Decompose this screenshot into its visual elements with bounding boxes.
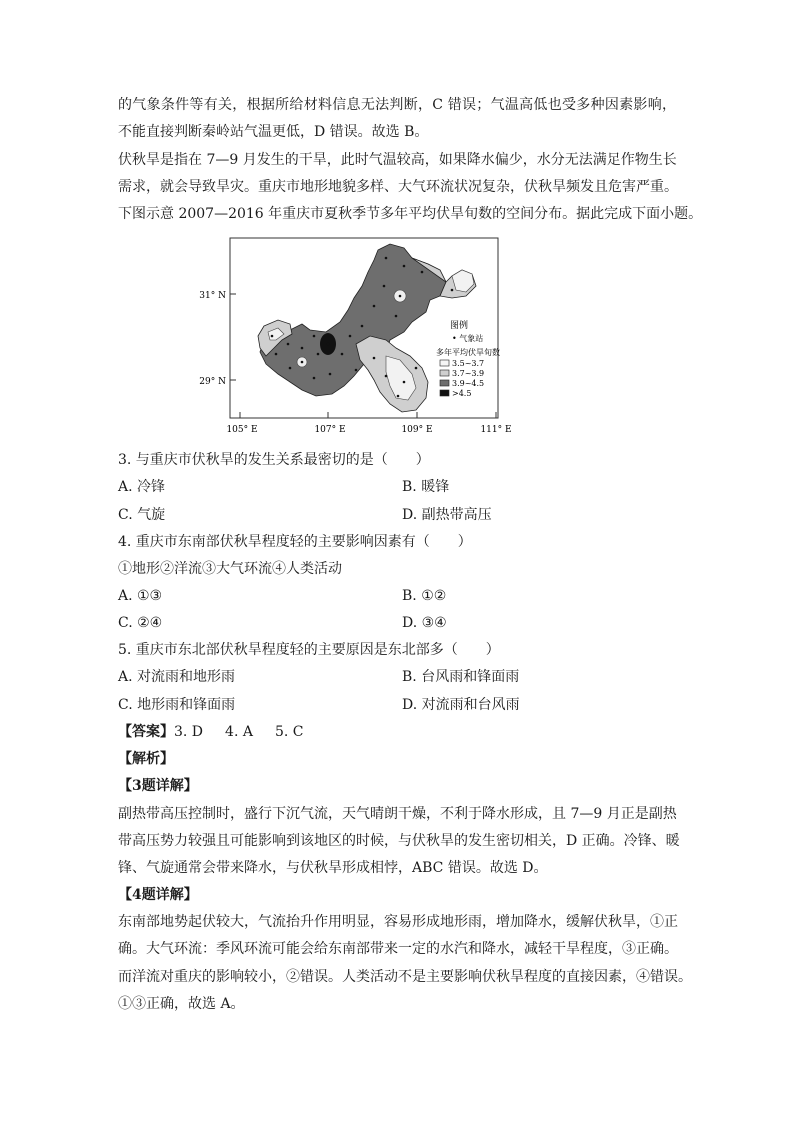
legend-title: 图例: [450, 321, 469, 331]
station-dot: [385, 257, 388, 260]
station-dot: [403, 265, 406, 268]
station-dot: [271, 335, 274, 338]
lat-label: 29° N: [199, 377, 226, 387]
station-dot: [451, 289, 454, 292]
q4-option-a: A. ①③: [118, 588, 163, 604]
intro-line: 的气象条件等有关，根据所给材料信息无法判断，C 错误；气温高低也受多种因素影响，: [118, 97, 676, 113]
detail-4-line: 确。大气环流：季风环流可能会给东南部带来一定的水汽和降水，减轻干旱程度，③正确。: [118, 941, 678, 957]
lat-label: 31° N: [199, 291, 226, 301]
q4-option-d: D. ③④: [402, 615, 447, 631]
station-dot: [287, 343, 290, 346]
q3-option-b: B. 暖锋: [402, 479, 450, 495]
q3-option-d: D. 副热带高压: [402, 507, 492, 523]
station-dot: [355, 369, 358, 372]
answer-line: [118, 723, 326, 741]
answer-3: 3. D: [174, 724, 204, 740]
station-dot: [395, 315, 398, 318]
station-dot: [385, 375, 388, 378]
passage-line: 下图示意 2007—2016 年重庆市夏秋季节多年平均伏旱旬数的空间分布。据此完成下面小题。: [118, 206, 703, 222]
station-dot: [313, 335, 316, 338]
legend-swatch: [440, 390, 449, 396]
lon-label: 107° E: [314, 425, 346, 435]
lon-label: 105° E: [226, 425, 258, 435]
legend-subtitle: 多年平均伏旱旬数: [436, 348, 500, 357]
station-dot: [329, 373, 332, 376]
detail-4-line: 而洋流对重庆的影响较小，②错误。人类活动不是主要影响伏秋旱程度的直接因素，④错误。: [118, 969, 692, 985]
answer-5: 5. C: [274, 724, 304, 740]
station-dot: [301, 361, 304, 364]
legend-swatch: [440, 360, 449, 366]
station-dot: [313, 377, 316, 380]
q5-option-a: A. 对流雨和地形雨: [118, 669, 236, 685]
station-dot: [317, 353, 320, 356]
station-dot: [373, 305, 376, 308]
chongqing-drought-map: [190, 236, 530, 446]
q4-option-b: B. ①②: [402, 588, 447, 604]
station-dot: [397, 395, 400, 398]
q3-option-c: C. 气旋: [118, 507, 166, 523]
q5-stem: 5. 重庆市东北部伏秋旱程度轻的主要原因是东北部多（ ）: [118, 642, 500, 658]
q3-stem: 3. 与重庆市伏秋旱的发生关系最密切的是（ ）: [118, 452, 430, 468]
passage-line: 需求，就会导致旱灾。重庆市地形地貌多样、大气环流状况复杂，伏秋旱频发且危害严重。: [118, 179, 678, 195]
q5-option-d: D. 对流雨和台风雨: [402, 697, 520, 713]
intro-line: 不能直接判断秦岭站气温更低，D 错误。故选 B。: [118, 124, 429, 140]
detail-4-label: 【4题详解】: [118, 887, 198, 903]
detail-3-line: 锋、气旋通常会带来降水，与伏秋旱形成相悖，ABC 错误。故选 D。: [118, 860, 548, 876]
station-dot: [341, 353, 344, 356]
q4-items: ①地形②洋流③大气环流④人类活动: [118, 561, 342, 577]
station-dot: [403, 381, 406, 384]
detail-3-line: 副热带高压控制时，盛行下沉气流，天气晴朗干燥，不利于降水形成，且 7—9 月正是副热: [118, 806, 677, 822]
station-dot: [361, 325, 364, 328]
station-dot: [289, 367, 292, 370]
answer-label: 【答案】: [118, 724, 174, 740]
q5-option-c: C. 地形雨和锋面雨: [118, 697, 236, 713]
detail-4-line: ①③正确，故选 A。: [118, 996, 245, 1012]
legend-item: 3.5~3.7: [452, 359, 485, 368]
analysis-label: 【解析】: [118, 751, 174, 767]
lon-label: 109° E: [401, 425, 433, 435]
station-dot: [301, 347, 304, 350]
station-dot: [349, 335, 352, 338]
legend-item: >4.5: [452, 389, 472, 398]
legend-item: 3.9~4.5: [452, 379, 485, 388]
detail-3-label: 【3题详解】: [118, 778, 198, 794]
station-dot: [399, 295, 402, 298]
station-dot: [383, 285, 386, 288]
q3-option-a: A. 冷锋: [118, 479, 166, 495]
legend-item: 3.7~3.9: [452, 369, 485, 378]
detail-3-line: 带高压势力较强且可能影响到该地区的时候，与伏秋旱的发生密切相关，D 正确。冷锋、暖: [118, 833, 680, 849]
legend-station: • 气象站: [452, 334, 484, 343]
detail-4-line: 东南部地势起伏较大，气流抬升作用明显，容易形成地形雨，增加降水，缓解伏秋旱，①正: [118, 914, 678, 930]
station-dot: [275, 353, 278, 356]
legend-swatch: [440, 380, 449, 386]
q5-option-b: B. 台风雨和锋面雨: [402, 669, 520, 685]
station-dot: [373, 357, 376, 360]
q4-option-c: C. ②④: [118, 615, 163, 631]
lon-label: 111° E: [480, 425, 512, 435]
answer-4: 4. A: [225, 724, 253, 740]
legend-swatch: [440, 370, 449, 376]
station-dot: [421, 271, 424, 274]
station-dot: [415, 367, 418, 370]
station-dot: [327, 343, 330, 346]
passage-line: 伏秋旱是指在 7—9 月发生的干旱，此时气温较高，如果降水偏少，水分无法满足作物生长: [118, 152, 677, 168]
q4-stem: 4. 重庆市东南部伏秋旱程度轻的主要影响因素有（ ）: [118, 534, 472, 550]
